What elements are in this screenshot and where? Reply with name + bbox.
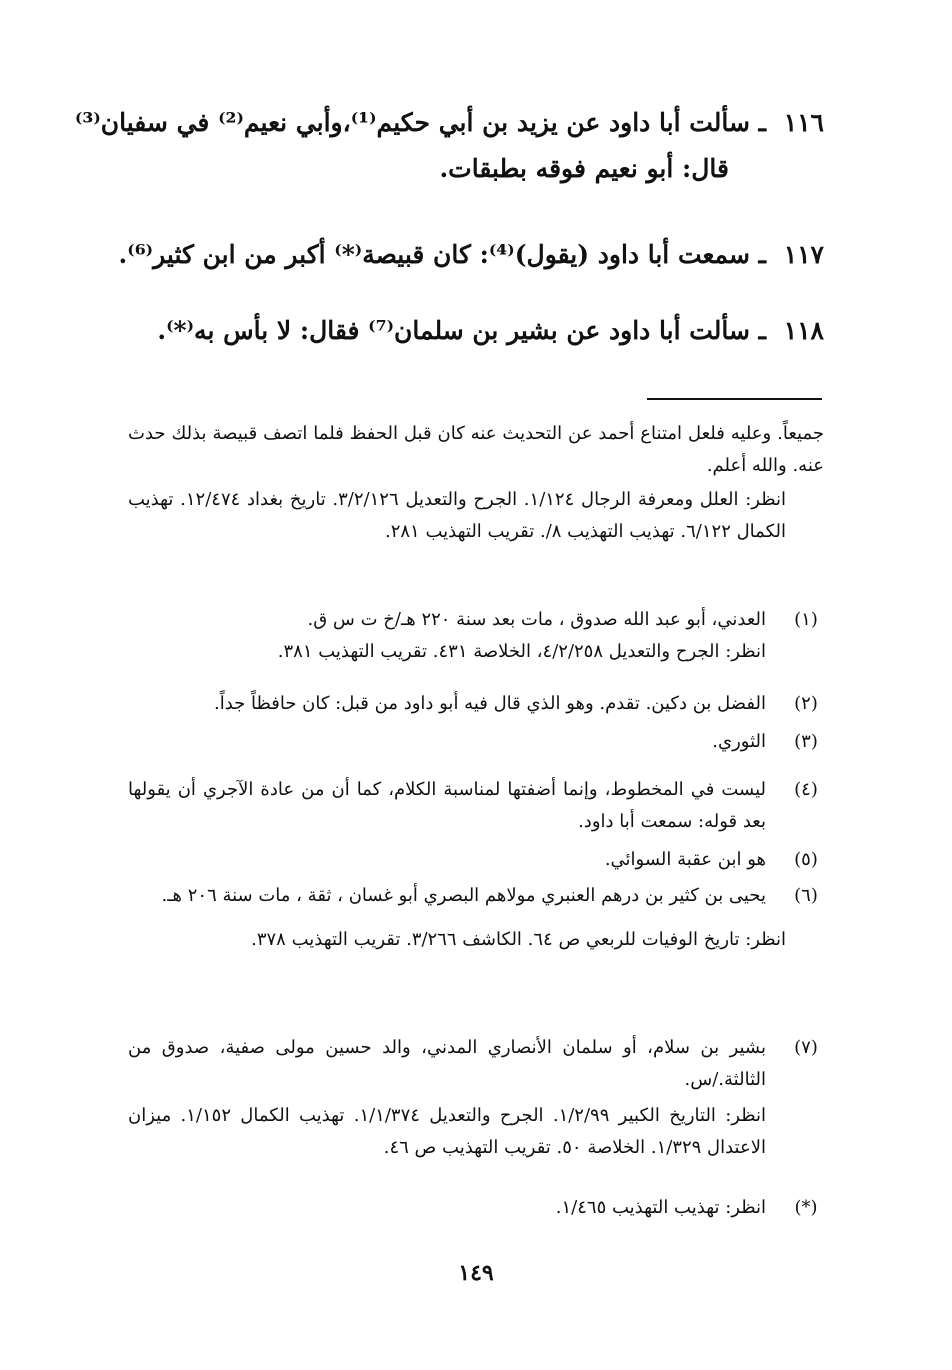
- footnote-text: الثوري.: [712, 731, 766, 752]
- footnote-number: (*): [794, 1197, 818, 1218]
- footnote-4: [128, 774, 824, 838]
- footnote-6: [128, 880, 824, 956]
- footnote-number: (٥): [794, 849, 818, 870]
- carryover-paragraph: جميعاً. وعليه فلعل امتناع أحمد عن التحديث عنه كان قبل الحفظ فلما اتصف قبيصة بذلك حدث عنه. والله أعلم.: [128, 423, 824, 476]
- entry-text: ـ سألت أبا داود عن بشير بن سلمان⁽⁷⁾ فقال: لا بأس به⁽*⁾.: [157, 316, 766, 345]
- entry-116: [74, 100, 824, 192]
- footnote-1: [128, 604, 824, 668]
- footnote-number: (٢): [794, 693, 818, 714]
- entry-118: [124, 308, 824, 354]
- footnote-number: (٣): [794, 731, 818, 752]
- footnote-text: يحيى بن كثير بن درهم العنبري مولاهم البصري أبو غسان ، ثقة ، مات سنة ٢٠٦ هـ.: [161, 885, 766, 906]
- footnote-references: انظر: الجرح والتعديل ٤/٢/٢٥٨، الخلاصة ٤٣١. تقريب التهذيب ٣٨١.: [277, 641, 766, 662]
- footnote-number: (١): [794, 609, 818, 630]
- footnote-text: الفضل بن دكين. تقدم. وهو الذي قال فيه أبو داود من قبل: كان حافظاً جداً.: [213, 693, 766, 714]
- entry-text: ـ سمعت أبا داود (يقول)⁽⁴⁾: كان قبيصة⁽*⁾ أكبر من ابن كثير⁽⁶⁾.: [118, 240, 766, 269]
- footnote-number: (٦): [794, 885, 818, 906]
- footnote-text: ليست في المخطوط، وإنما أضفتها لمناسبة الكلام، كما أن من عادة الآجري أن يقولها بعد قوله: سمعت أبا داود.: [128, 779, 766, 832]
- entry-number: ١١٦: [783, 108, 824, 137]
- footnote-text: العدني، أبو عبد الله صدوق ، مات بعد سنة ٢٢٠ هـ/خ ت س ق.: [307, 609, 766, 630]
- footnote-5: [128, 844, 824, 876]
- footnote-2: [128, 688, 824, 720]
- footnote-separator: [647, 398, 822, 400]
- footnote-references: انظر: تاريخ الوفيات للربعي ص ٦٤. الكاشف ٣/٢٦٦. تقريب التهذيب ٣٧٨.: [251, 929, 786, 950]
- entry-number: ١١٧: [783, 240, 824, 269]
- footnote-number: (٤): [794, 779, 818, 800]
- entry-text-continuation: قال: أبو نعيم فوقه بطبقات.: [439, 154, 729, 183]
- entry-number: ١١٨: [783, 316, 824, 345]
- footnote-references: انظر: التاريخ الكبير ١/٢/٩٩. الجرح والتعديل ١/١/٣٧٤. تهذيب الكمال ١/١٥٢. ميزان الاعتدال ١/٣٢٩. الخلاصة ٥٠. تقريب التهذيب ص ٤٦.: [128, 1105, 766, 1158]
- page-number: ١٤٩: [458, 1260, 494, 1286]
- footnote-carryover: [128, 418, 824, 548]
- footnote-7: [128, 1032, 824, 1164]
- footnote-text: هو ابن عقبة السوائي.: [604, 849, 766, 870]
- entry-text: ـ سألت أبا داود عن يزيد بن أبي حكيم⁽¹⁾،وأبي نعيم⁽²⁾ في سفيان⁽³⁾: [74, 108, 766, 137]
- footnote-3: [128, 726, 824, 758]
- footnote-number: (٧): [794, 1037, 818, 1058]
- carryover-references: انظر: العلل ومعرفة الرجال ١/١٢٤. الجرح والتعديل ٣/٢/١٢٦. تاريخ بغداد ١٢/٤٧٤. تهذيب الكمال ٦/١٢٢. تهذيب التهذيب ٨/. تقريب التهذيب ٢٨١.: [128, 489, 786, 542]
- footnote-text: بشير بن سلام، أو سلمان الأنصاري المدني، والد حسين مولى صفية، صدوق من الثالثة./س.: [128, 1037, 766, 1090]
- footnote-text: انظر: تهذيب التهذيب ١/٤٦٥.: [555, 1197, 766, 1218]
- footnote-star: [128, 1192, 824, 1224]
- entry-117: [118, 232, 824, 278]
